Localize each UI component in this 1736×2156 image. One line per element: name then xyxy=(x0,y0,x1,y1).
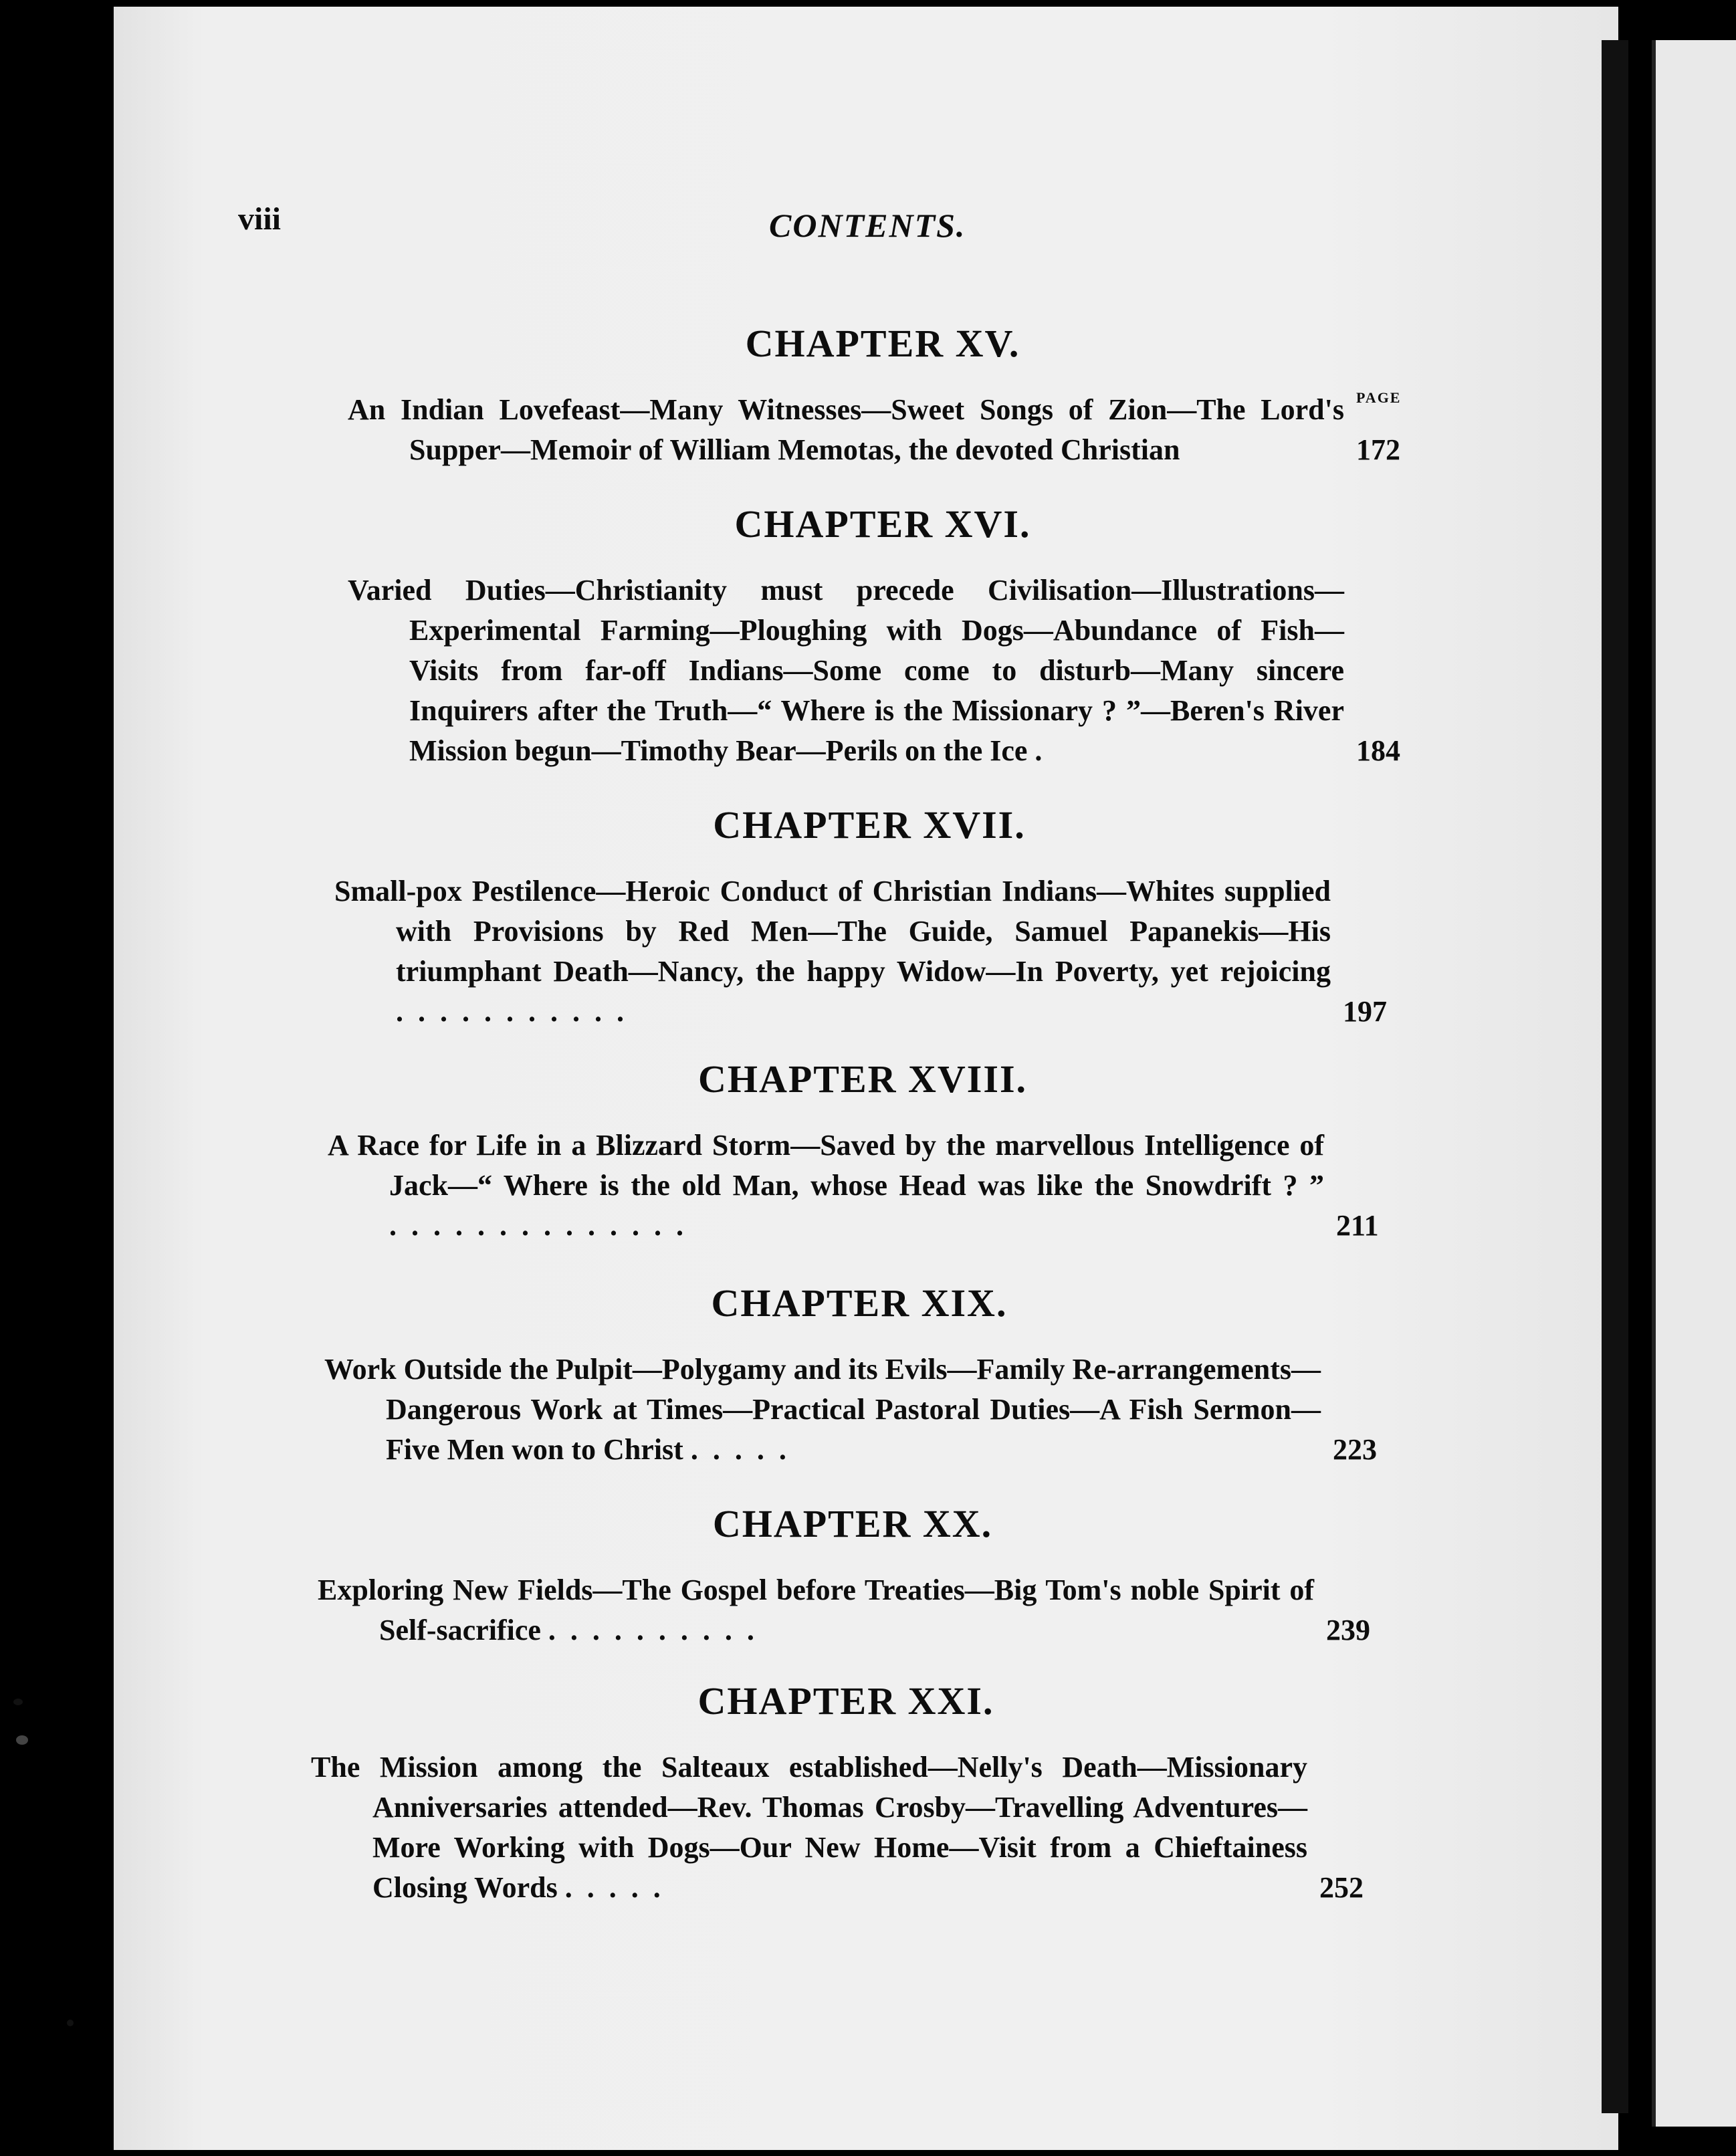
chapter-summary-text: Work Outside the Pulpit—Polygamy and its Evils—Family Re-arrangements—Dangerous Work at Times—Practical Pastoral Duties—A Fish Sermon—Five Men won to Christ xyxy=(324,1353,1321,1466)
scan-speck xyxy=(67,2020,74,2026)
chapter-summary-text: Varied Duties—Christianity must precede Civilisation—Illustrations—Experimental Farming—Ploughing with Dogs—Abundance of Fish—Visits from far-off Indians—Some come to disturb—Many sincere Inquirers after the Truth—“ Where is the Missionary ? ”—Beren's River Mission begun—Timothy Bear—Perils on the Ice xyxy=(348,574,1344,767)
contents-entry-xv xyxy=(348,321,1418,470)
chapter-summary: Work Outside the Pulpit—Polygamy and its Evils—Family Re-arrangements—Dangerous Work at Times—Practical Pastoral Duties—A Fish Sermon—Five Men won to Christ ..... 223 xyxy=(324,1353,1377,1466)
chapter-summary: PAGE An Indian Lovefeast—Many Witnesses—Sweet Songs of Zion—The Lord's Supper—Memoir of William Memotas, the devoted Christian 172 xyxy=(348,389,1402,466)
chapter-heading: CHAPTER XVI. xyxy=(734,502,1031,546)
contents-entry-xviii xyxy=(328,1057,1398,1246)
chapter-summary: Small-pox Pestilence—Heroic Conduct of Christian Indians—Whites supplied with Provisions by Red Men—The Guide, Samuel Papanekis—His triumphant Death—Nancy, the happy Widow—In Poverty, yet rejoicing ........... 197 xyxy=(334,875,1387,1028)
dot-leaders: ..... xyxy=(564,1871,675,1904)
chapter-summary-text: Small-pox Pestilence—Heroic Conduct of Christian Indians—Whites supplied with Provisions by Red Men—The Guide, Samuel Papanekis—His triumphant Death—Nancy, the happy Widow—In Poverty, yet rejoicing xyxy=(334,875,1331,988)
dot-leaders: . xyxy=(1035,734,1057,767)
chapter-heading: CHAPTER XXI. xyxy=(697,1679,994,1723)
folio: viii xyxy=(238,201,282,237)
dot-leaders: .............. xyxy=(389,1209,698,1242)
running-title: CONTENTS. xyxy=(769,207,966,244)
contents-entry-xix xyxy=(324,1281,1394,1470)
scan-speck xyxy=(13,1699,23,1705)
chapter-heading: CHAPTER XVII. xyxy=(713,803,1026,847)
chapter-summary-text: The Mission among the Salteaux established—Nelly's Death—Missionary Anniversaries attended—Rev. Thomas Crosby—Travelling Adventures—More Working with Dogs—Our New Home—Visit from a Chieftainess Closing Words xyxy=(311,1751,1307,1904)
scan-speck xyxy=(16,1735,28,1745)
chapter-heading: CHAPTER XIX. xyxy=(711,1281,1008,1325)
dot-leaders: ........... xyxy=(396,995,639,1028)
page-gutter xyxy=(1602,40,1628,2113)
chapter-heading: CHAPTER XVIII. xyxy=(697,1057,1028,1101)
chapter-heading: CHAPTER XV. xyxy=(745,322,1020,365)
contents-entry-xx xyxy=(318,1501,1388,1650)
contents-entry-xxi xyxy=(311,1679,1381,1908)
chapter-summary-text: An Indian Lovefeast—Many Witnesses—Sweet Songs of Zion—The Lord's Supper—Memoir of William Memotas, the devoted Christian xyxy=(348,393,1344,466)
facing-page-edge xyxy=(1652,40,1736,2127)
chapter-summary-text: A Race for Life in a Blizzard Storm—Saved by the marvellous Intelligence of Jack—“ Where is the old Man, whose Head was like the Snowdrift ? ” xyxy=(328,1129,1324,1202)
chapter-heading: CHAPTER XX. xyxy=(712,1502,993,1545)
dot-leaders: .......... xyxy=(548,1614,769,1646)
running-head xyxy=(0,201,1736,261)
chapter-summary: Exploring New Fields—The Gospel before Treaties—Big Tom's noble Spirit of Self-sacrifice .......... 239 xyxy=(318,1574,1370,1646)
contents-entry-xvi xyxy=(348,502,1418,771)
dot-leaders: ..... xyxy=(690,1433,801,1466)
chapter-summary: Varied Duties—Christianity must precede Civilisation—Illustrations—Experimental Farming—Ploughing with Dogs—Abundance of Fish—Visits from far-off Indians—Some come to disturb—Many sincere Inquirers after the Truth—“ Where is the Missionary ? ”—Beren's River Mission begun—Timothy Bear—Perils on the Ice . 184 xyxy=(348,574,1400,767)
contents-entry-xvii xyxy=(334,802,1404,1032)
chapter-summary-text: Exploring New Fields—The Gospel before Treaties—Big Tom's noble Spirit of Self-sacrifice xyxy=(318,1574,1314,1646)
chapter-summary: A Race for Life in a Blizzard Storm—Saved by the marvellous Intelligence of Jack—“ Where is the old Man, whose Head was like the Snowdrift ? ” .............. 211 xyxy=(328,1129,1379,1242)
chapter-summary: The Mission among the Salteaux established—Nelly's Death—Missionary Anniversaries attended—Rev. Thomas Crosby—Travelling Adventures—More Working with Dogs—Our New Home—Visit from a Chieftainess Closing Words ..... 252 xyxy=(311,1751,1364,1904)
